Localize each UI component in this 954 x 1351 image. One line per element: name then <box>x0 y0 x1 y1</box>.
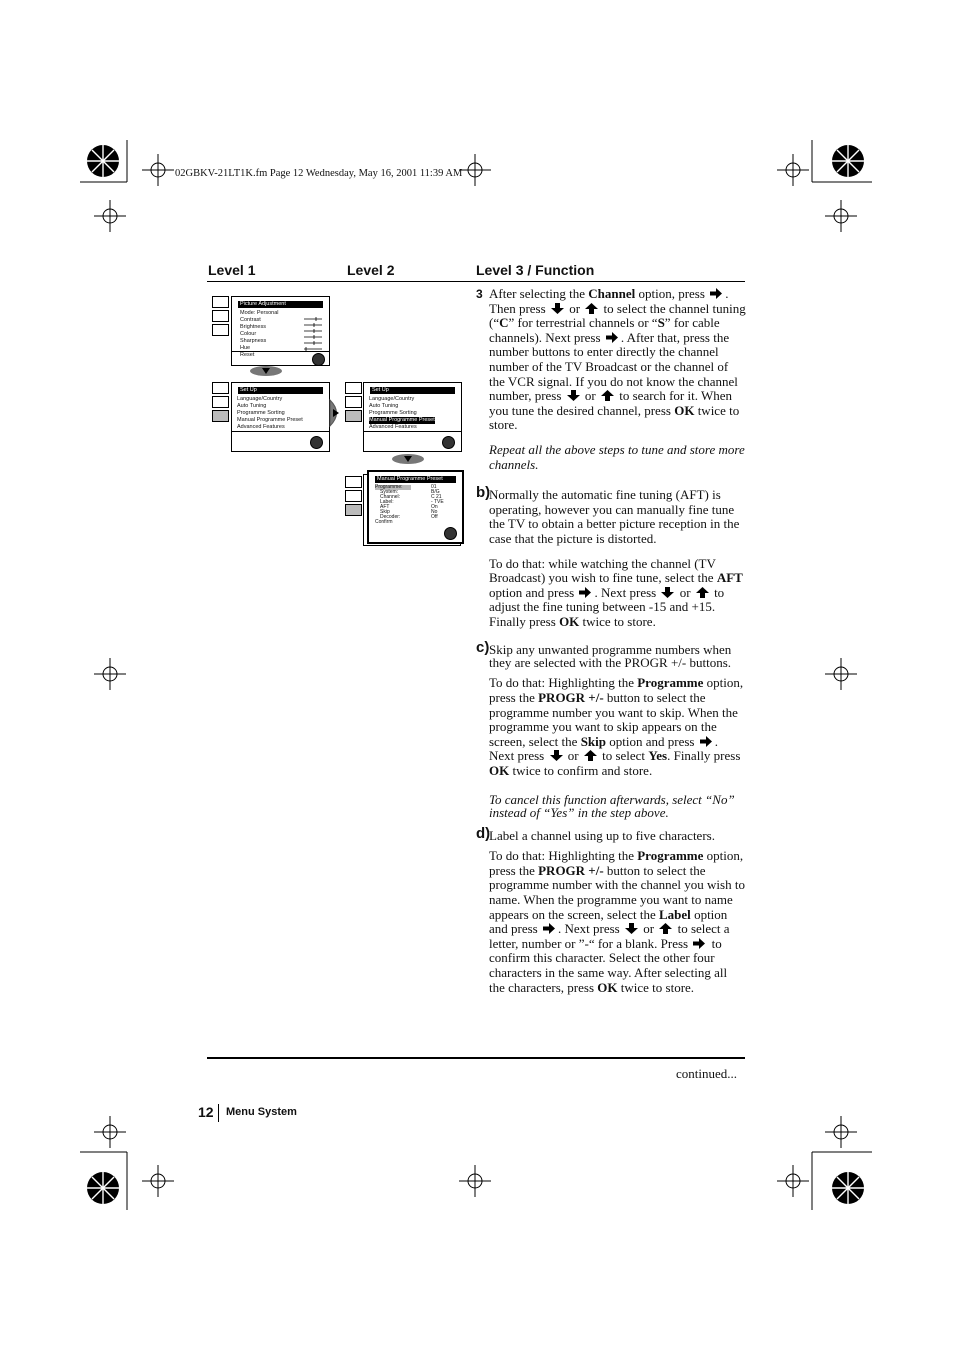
right-nav-icon <box>328 398 344 428</box>
text: to search for it. When you tune the desired channel, press <box>489 388 733 418</box>
menu-value: On <box>431 504 438 510</box>
text: . After that, press the number buttons to enter directly the channel number of the TV Broadcast or the channel of the VCR signal. If you do not know the channel number, press <box>489 329 738 404</box>
text-bold: Label <box>659 906 691 922</box>
setup-menu <box>231 382 330 452</box>
menu-item: Sharpness <box>240 338 267 344</box>
up-arrow-icon <box>696 587 709 598</box>
text: option and press <box>609 733 695 749</box>
text: twice to store. <box>489 402 740 433</box>
menu-values <box>431 485 444 520</box>
section-c <box>476 639 746 671</box>
text-bold: OK <box>489 763 510 779</box>
right-arrow-icon <box>693 938 706 949</box>
text: To do that: Highlighting the <box>489 675 634 691</box>
ok-button-icon <box>312 353 325 366</box>
section-label: b) <box>476 484 491 502</box>
text-bold: Programme <box>637 848 704 864</box>
down-nav-icon <box>392 454 424 464</box>
menu-item: Decoder: <box>380 514 401 520</box>
text: or <box>569 300 581 316</box>
picture-menu-icon <box>212 382 229 394</box>
setup-menu-icon <box>212 410 229 422</box>
text-bold: Skip <box>580 733 606 749</box>
clock-menu-icon <box>212 396 229 408</box>
text: to confirm this character. Select the other four characters in the same way. After selecting all the characters, press <box>489 935 728 995</box>
menu-value: No <box>431 509 438 515</box>
manual-programme-preset-menu <box>367 470 464 544</box>
up-arrow-icon <box>601 390 614 401</box>
menu-item: Language/Country <box>369 396 415 402</box>
section-d-howto <box>476 849 746 995</box>
text: ” for cable channels). Next press <box>489 315 720 345</box>
level3-heading: Level 3 / Function <box>476 262 595 278</box>
menu-item: Hue <box>240 345 251 351</box>
up-arrow-icon <box>585 303 598 314</box>
text: . Finally press <box>667 748 741 764</box>
instructions-column <box>476 287 746 995</box>
menu-item: Auto Tuning <box>237 403 267 409</box>
section-label: c) <box>476 639 490 657</box>
level2-heading: Level 2 <box>347 262 395 278</box>
menu-item: Mode: Personal <box>240 310 279 316</box>
section-b-howto <box>476 557 746 630</box>
footer-rule <box>207 1057 745 1059</box>
menu-value: C 21 <box>431 494 442 500</box>
text-bold: OK <box>674 402 695 418</box>
up-arrow-icon <box>584 750 597 761</box>
level1-heading: Level 1 <box>208 262 256 278</box>
clock-menu-icon <box>345 490 362 502</box>
menu-items <box>375 485 411 525</box>
section-name: Menu System <box>226 1106 297 1118</box>
picture-menu-icon <box>212 296 229 308</box>
text: or <box>679 584 691 600</box>
section-c-howto <box>476 676 746 778</box>
ok-button-icon <box>444 527 457 540</box>
step-number: 3 <box>476 287 483 301</box>
menu-item-selected: Programme: <box>375 485 411 490</box>
text: twice to store. <box>620 979 695 995</box>
menu-item: Brightness <box>240 324 266 330</box>
right-arrow-icon <box>543 923 556 934</box>
right-arrow-icon <box>579 587 592 598</box>
text: To do that: Highlighting the <box>489 848 634 864</box>
text: option, press the <box>489 675 744 706</box>
text-bold: PROGR +/- <box>538 862 604 878</box>
text: To do that: while watching the channel (TV Broadcast) you wish to fine tune, select the <box>489 555 716 586</box>
text: . Next press <box>558 921 620 937</box>
text: After selecting the <box>489 286 586 301</box>
text: option and press <box>489 906 728 937</box>
text-bold: PROGR +/- <box>538 690 604 706</box>
text: to adjust the fine tuning between -15 and +15. Finally press <box>489 584 725 629</box>
ok-button-icon <box>310 436 323 449</box>
text-bold: S <box>657 315 665 331</box>
text-bold: Yes <box>648 748 668 764</box>
text: or <box>643 921 655 937</box>
text: twice to confirm and store. <box>512 763 653 779</box>
section-b <box>476 484 746 546</box>
menu-item: AFT <box>380 504 390 510</box>
section-label: d) <box>476 824 491 842</box>
right-arrow-icon <box>606 332 619 343</box>
text-bold: OK <box>559 613 580 629</box>
text: button to select the programme number with the channel you wish to name. When the programme you want to name appears on the screen, select the <box>489 862 745 922</box>
up-arrow-icon <box>659 923 672 934</box>
section-c-note: To cancel this function afterwards, select “No” instead of “Yes” in the step above. <box>489 791 735 820</box>
right-arrow-icon <box>700 736 713 747</box>
file-info: 02GBKV-21LT1K.fm Page 12 Wednesday, May 16, 2001 11:39 AM <box>175 168 463 179</box>
down-arrow-icon <box>625 923 638 934</box>
continued-label: continued... <box>676 1066 738 1081</box>
text: to select the channel tuning (“ <box>489 300 746 331</box>
text-bold: Programme <box>637 675 704 691</box>
menu-value: 01 <box>431 484 437 490</box>
menu-item: Reset <box>240 352 255 358</box>
clock-menu-icon <box>212 310 229 322</box>
setup-menu-icon <box>345 410 362 422</box>
menu-item: Manual Programme Preset <box>237 417 303 423</box>
setup-menu-level2 <box>363 382 462 452</box>
text-bold: OK <box>597 979 618 995</box>
down-arrow-icon <box>567 390 580 401</box>
text: . Then press <box>489 286 729 316</box>
step-3 <box>476 287 746 433</box>
menu-item: Language/Country <box>237 396 283 402</box>
menu-items <box>369 396 435 431</box>
text: ” for terrestrial channels or “ <box>508 315 658 331</box>
menu-item: Programme Sorting <box>237 410 285 416</box>
text: option, press <box>638 286 705 301</box>
menu-item: Confirm <box>375 519 393 525</box>
text: twice to store. <box>582 613 656 629</box>
level-sliders <box>304 317 324 351</box>
text-bold: C <box>499 315 509 331</box>
down-arrow-icon <box>550 750 563 761</box>
menu-item: Colour <box>240 331 257 337</box>
picture-menu-icon <box>345 476 362 488</box>
clock-menu-icon <box>345 396 362 408</box>
menu-item: Skip <box>380 509 390 515</box>
text: button to select the programme number you want to skip. When the programme you want to skip appears on the screen, select the <box>489 690 738 749</box>
text: to select a letter, number or ”-“ for a blank. Press <box>489 921 730 951</box>
text: or <box>567 748 579 764</box>
text: . Next press <box>594 584 657 600</box>
header-rule <box>207 281 745 282</box>
text: or <box>584 388 596 404</box>
text: Normally the automatic fine tuning (AFT) is operating, however you can manually fine tune the TV to obtain a better picture reception in the case that the picture is distorted. <box>489 487 740 546</box>
text: Skip any unwanted programme numbers when they are selected with the PROGR +/- buttons. <box>489 642 732 671</box>
menu-item: Contrast <box>240 317 261 323</box>
menu-item-selected: Manual Programme Preset <box>369 417 435 423</box>
menu-title: Set Up <box>238 387 323 394</box>
section-d <box>476 824 746 844</box>
menu-value: Off <box>431 514 438 520</box>
picture-adjustment-menu <box>231 296 330 366</box>
menu-item: Label: <box>380 499 394 505</box>
setup-menu-icon <box>212 324 229 336</box>
menu-item: Advanced Features <box>237 424 285 430</box>
menu-item: Advanced Features <box>369 424 417 430</box>
step-3-note: Repeat all the above steps to tune and store more channels. <box>489 441 745 472</box>
text-bold: Channel <box>588 286 636 301</box>
ok-button-icon <box>442 436 455 449</box>
menu-value: B/G <box>431 489 440 495</box>
right-arrow-icon <box>710 288 723 299</box>
menu-item: System: <box>380 489 399 495</box>
down-arrow-icon <box>551 303 564 314</box>
menu-title: Set Up <box>370 387 455 394</box>
picture-menu-icon <box>345 382 362 394</box>
menu-title: Manual Programme Preset <box>375 476 456 483</box>
page-number: 12 <box>198 1104 214 1120</box>
down-nav-icon <box>250 366 282 376</box>
text: option, press the <box>489 848 744 878</box>
setup-menu-icon <box>345 504 362 516</box>
menu-title: Picture Adjustment <box>238 301 323 308</box>
menu-value: - TVE <box>431 499 444 505</box>
menu-item: Programme Sorting <box>369 410 417 416</box>
text: Label a channel using up to five characters. <box>489 827 715 843</box>
text: . Next press <box>489 733 718 764</box>
text: option and press <box>489 584 575 600</box>
down-arrow-icon <box>661 587 674 598</box>
menu-items <box>237 396 303 431</box>
page-separator <box>218 1104 219 1122</box>
menu-item: Auto Tuning <box>369 403 399 409</box>
menu-item: Channel: <box>380 494 401 500</box>
text: to select <box>602 748 646 764</box>
text-bold: AFT <box>716 570 743 586</box>
